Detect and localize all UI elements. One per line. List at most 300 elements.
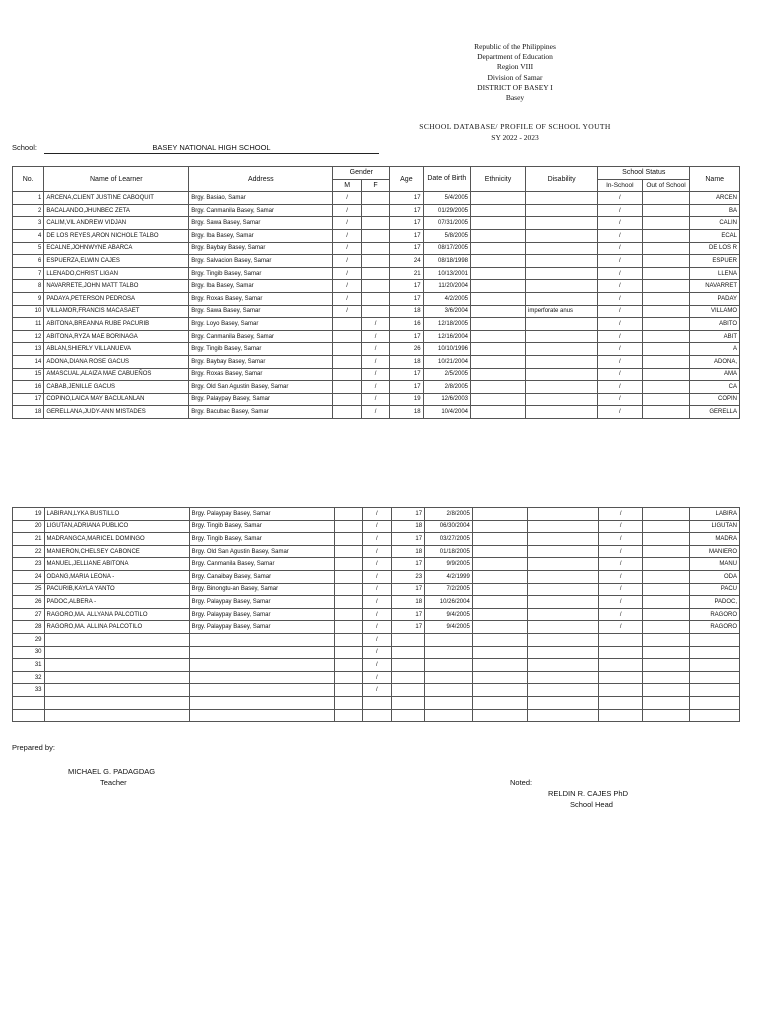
- gender-f-mark: /: [361, 368, 389, 381]
- learner-ethnicity: [471, 381, 526, 394]
- learner-name-repeat: AMA: [690, 368, 740, 381]
- school-head-name: RELDIN R. CAJES PhD: [548, 789, 629, 798]
- in-school-mark: /: [598, 255, 642, 268]
- learner-name-repeat: ARCEN: [690, 192, 740, 205]
- gender-f-mark: [361, 229, 389, 242]
- table-row: [13, 646, 740, 659]
- in-school-mark: [599, 696, 643, 709]
- learner-ethnicity: [472, 671, 527, 684]
- learner-name-repeat: ABIT: [690, 330, 740, 343]
- learner-disability: [526, 255, 598, 268]
- learner-address: Brgy. Old San Agustin Basey, Samar: [189, 381, 333, 394]
- learner-name: ODANG,MARIA LEONA -: [44, 570, 189, 583]
- learner-ethnicity: [471, 355, 526, 368]
- learner-age: 18: [390, 406, 423, 419]
- learner-ethnicity: [471, 242, 526, 255]
- learner-name: COPINO,LAICA MAY BACULANLAN: [44, 393, 189, 406]
- learner-ethnicity: [472, 696, 527, 709]
- gender-m-mark: [333, 318, 361, 331]
- out-school-mark: [642, 318, 690, 331]
- learner-age: 17: [391, 608, 425, 621]
- in-school-mark: [599, 684, 643, 697]
- in-school-mark: [599, 633, 643, 646]
- table-row: [13, 508, 740, 521]
- table-row: [13, 709, 740, 722]
- in-school-mark: /: [599, 545, 643, 558]
- learner-age: [391, 659, 425, 672]
- row-number: 4: [13, 229, 44, 242]
- gender-f-mark: [361, 204, 389, 217]
- gender-f-mark: /: [363, 558, 392, 571]
- gender-m-mark: /: [333, 242, 361, 255]
- row-number: 5: [13, 242, 44, 255]
- in-school-mark: /: [599, 558, 643, 571]
- learner-age: 17: [390, 242, 423, 255]
- learner-name: [44, 684, 189, 697]
- learner-name-repeat: [690, 659, 740, 672]
- out-school-mark: [642, 330, 690, 343]
- in-school-mark: /: [598, 280, 642, 293]
- learner-ethnicity: [472, 659, 527, 672]
- learner-address: [189, 709, 334, 722]
- learner-age: 18: [390, 355, 423, 368]
- learner-name: RAGORO,MA. ALLINA PALCOTILO: [44, 621, 189, 634]
- row-number: 32: [13, 671, 45, 684]
- learner-dob: 01/29/2005: [423, 204, 470, 217]
- in-school-mark: /: [599, 508, 643, 521]
- learner-age: 26: [390, 343, 423, 356]
- gender-m-mark: [334, 545, 362, 558]
- learner-name: LABIRAN,LYKA BUSTILLO: [44, 508, 189, 521]
- learner-ethnicity: [471, 255, 526, 268]
- learner-dob: [425, 671, 473, 684]
- learner-name-repeat: ESPUER: [690, 255, 740, 268]
- in-school-mark: /: [598, 355, 642, 368]
- learner-name: [44, 696, 189, 709]
- learner-disability: [527, 671, 598, 684]
- gender-m-mark: /: [333, 255, 361, 268]
- learner-name: AMASCUAL,ALAIZA MAE CABUEÑOS: [44, 368, 189, 381]
- learner-address: Brgy. Baybay Basey, Samar: [189, 242, 333, 255]
- in-school-mark: [599, 659, 643, 672]
- learner-ethnicity: [471, 318, 526, 331]
- learner-dob: 11/20/2004: [423, 280, 470, 293]
- learner-name: LIGUTAN,ADRIANA PUBLICO: [44, 520, 189, 533]
- gender-m-mark: [334, 659, 362, 672]
- learner-name-repeat: CA: [690, 381, 740, 394]
- in-school-mark: /: [599, 583, 643, 596]
- learner-name-repeat: [690, 646, 740, 659]
- learner-dob: 5/8/2005: [423, 229, 470, 242]
- learner-address: Brgy. Old San Agustin Basey, Samar: [189, 545, 334, 558]
- row-number: 15: [13, 368, 44, 381]
- learner-age: [391, 633, 425, 646]
- learner-name-repeat: RAGORO: [690, 608, 740, 621]
- table-row: [13, 330, 740, 343]
- learner-dob: 06/30/2004: [425, 520, 473, 533]
- learner-name-repeat: ECAL: [690, 229, 740, 242]
- learner-address: Brgy. Roxas Basey, Samar: [189, 368, 333, 381]
- gender-f-mark: [363, 709, 392, 722]
- learner-disability: [527, 633, 598, 646]
- learner-age: [391, 684, 425, 697]
- learner-name: ABITONA,BREANNA RUBE PACURIB: [44, 318, 189, 331]
- row-number: 22: [13, 545, 45, 558]
- learner-dob: 12/6/2003: [423, 393, 470, 406]
- learner-dob: 9/4/2005: [425, 621, 473, 634]
- table-row: [13, 267, 740, 280]
- table-row: [13, 192, 740, 205]
- row-number: 23: [13, 558, 45, 571]
- learner-dob: 03/27/2005: [425, 533, 473, 546]
- table-row: [13, 343, 740, 356]
- learner-name: PACURIB,KAYLA YANTO: [44, 583, 189, 596]
- gender-m-mark: [334, 520, 362, 533]
- document-title: SCHOOL DATABASE/ PROFILE OF SCHOOL YOUTH: [419, 122, 611, 131]
- gender-f-mark: /: [361, 330, 389, 343]
- header-line: Basey: [505, 93, 525, 103]
- col-no: No.: [13, 167, 44, 192]
- learner-address: Brgy. Palaypay Basey, Samar: [189, 608, 334, 621]
- gender-f-mark: /: [363, 659, 392, 672]
- learner-address: [189, 684, 334, 697]
- table-row: [13, 608, 740, 621]
- learner-disability: [527, 583, 598, 596]
- learner-address: Brgy. Palaypay Basey, Samar: [189, 596, 334, 609]
- learner-name-repeat: ADONA,: [690, 355, 740, 368]
- in-school-mark: /: [599, 596, 643, 609]
- learner-name: [44, 646, 189, 659]
- gender-m-mark: [334, 570, 362, 583]
- row-number: [13, 696, 45, 709]
- gender-m-mark: [334, 633, 362, 646]
- out-school-mark: [643, 646, 690, 659]
- out-school-mark: [642, 204, 690, 217]
- learner-ethnicity: [471, 292, 526, 305]
- gender-f-mark: [361, 292, 389, 305]
- gender-m-mark: [334, 596, 362, 609]
- gender-m-mark: /: [333, 217, 361, 230]
- learner-disability: [527, 508, 598, 521]
- learner-address: [189, 646, 334, 659]
- in-school-mark: /: [598, 204, 642, 217]
- out-school-mark: [643, 596, 690, 609]
- learner-address: Brgy. Tingib Basey, Samar: [189, 533, 334, 546]
- out-school-mark: [642, 305, 690, 318]
- in-school-mark: [599, 646, 643, 659]
- learner-age: 17: [390, 330, 423, 343]
- learner-dob: 10/26/2004: [425, 596, 473, 609]
- learner-disability: [526, 330, 598, 343]
- gender-f-mark: /: [361, 343, 389, 356]
- learner-ethnicity: [471, 305, 526, 318]
- learner-dob: 12/16/2004: [423, 330, 470, 343]
- learner-address: Brgy. Sawa Basey, Samar: [189, 305, 333, 318]
- table-row: [13, 204, 740, 217]
- col-school-status: School Status: [598, 167, 690, 180]
- learner-address: Brgy. Canaibay Basey, Samar: [189, 570, 334, 583]
- out-school-mark: [643, 659, 690, 672]
- learner-ethnicity: [471, 229, 526, 242]
- in-school-mark: [599, 709, 643, 722]
- gender-m-mark: [333, 368, 361, 381]
- learner-name-repeat: RAGORO: [690, 621, 740, 634]
- col-f: F: [361, 179, 389, 192]
- header-line: Department of Education: [477, 52, 553, 62]
- learner-name: MADRANGCA,MARICEL DOMINGO: [44, 533, 189, 546]
- table-row: [13, 305, 740, 318]
- learner-age: 17: [390, 368, 423, 381]
- learner-name-repeat: DE LOS R: [690, 242, 740, 255]
- out-school-mark: [642, 255, 690, 268]
- row-number: 33: [13, 684, 45, 697]
- learner-name: PADOC,ALBERA -: [44, 596, 189, 609]
- row-number: 7: [13, 267, 44, 280]
- learner-age: 17: [390, 204, 423, 217]
- in-school-mark: [599, 671, 643, 684]
- row-number: 27: [13, 608, 45, 621]
- learner-age: 17: [391, 583, 425, 596]
- learner-dob: [425, 684, 473, 697]
- learner-address: Brgy. Canmanila Basey, Samar: [189, 558, 334, 571]
- learner-age: [391, 696, 425, 709]
- out-school-mark: [642, 242, 690, 255]
- learner-age: 23: [391, 570, 425, 583]
- header-line: Region VIII: [496, 62, 534, 72]
- gender-f-mark: /: [363, 621, 392, 634]
- out-school-mark: [643, 608, 690, 621]
- row-number: 29: [13, 633, 45, 646]
- out-school-mark: [643, 570, 690, 583]
- table-row: [13, 621, 740, 634]
- learner-name-repeat: NAVARRET: [690, 280, 740, 293]
- learner-age: 18: [390, 305, 423, 318]
- gender-f-mark: /: [363, 545, 392, 558]
- gender-f-mark: /: [363, 508, 392, 521]
- row-number: 6: [13, 255, 44, 268]
- in-school-mark: /: [598, 368, 642, 381]
- learner-age: 17: [390, 229, 423, 242]
- row-number: 19: [13, 508, 45, 521]
- gender-f-mark: /: [361, 393, 389, 406]
- row-number: 11: [13, 318, 44, 331]
- learner-name: GERELLANA,JUDY-ANN MISTADES: [44, 406, 189, 419]
- learner-disability: [527, 520, 598, 533]
- row-number: 9: [13, 292, 44, 305]
- in-school-mark: /: [598, 330, 642, 343]
- learner-name-repeat: [690, 696, 740, 709]
- learner-disability: [527, 659, 598, 672]
- row-number: 21: [13, 533, 45, 546]
- table-row: [13, 545, 740, 558]
- learner-name: NAVARRETE,JOHN MATT TALBO: [44, 280, 189, 293]
- gender-m-mark: /: [333, 305, 361, 318]
- gender-m-mark: /: [333, 292, 361, 305]
- learner-ethnicity: [472, 621, 527, 634]
- table-row: [13, 229, 740, 242]
- learner-name-repeat: ODA: [690, 570, 740, 583]
- learner-dob: 01/18/2005: [425, 545, 473, 558]
- out-school-mark: [643, 545, 690, 558]
- learner-age: [391, 709, 425, 722]
- school-year: SY 2022 - 2023: [491, 133, 539, 142]
- learner-disability: [527, 709, 598, 722]
- out-school-mark: [642, 381, 690, 394]
- learner-ethnicity: [472, 533, 527, 546]
- gender-f-mark: /: [361, 406, 389, 419]
- learner-age: 17: [390, 280, 423, 293]
- learner-dob: [425, 646, 473, 659]
- learner-disability: [526, 192, 598, 205]
- learner-disability: [526, 393, 598, 406]
- out-school-mark: [642, 292, 690, 305]
- learner-age: 17: [390, 292, 423, 305]
- learner-name-repeat: LIGUTAN: [690, 520, 740, 533]
- out-school-mark: [642, 280, 690, 293]
- learner-dob: 2/8/2005: [425, 508, 473, 521]
- learner-dob: 10/21/2004: [423, 355, 470, 368]
- learner-name: [44, 709, 189, 722]
- learner-disability: [527, 684, 598, 697]
- gender-f-mark: /: [361, 318, 389, 331]
- in-school-mark: /: [599, 621, 643, 634]
- gender-m-mark: /: [333, 204, 361, 217]
- noted-label: Noted:: [510, 778, 533, 787]
- learner-address: Brgy. Basiao, Samar: [189, 192, 333, 205]
- table-row: [13, 659, 740, 672]
- table-row: [13, 393, 740, 406]
- gender-m-mark: /: [333, 192, 361, 205]
- learner-dob: 12/18/2005: [423, 318, 470, 331]
- learner-disability: [526, 242, 598, 255]
- learner-name-repeat: BA: [690, 204, 740, 217]
- learner-name-repeat: PADAY: [690, 292, 740, 305]
- gender-m-mark: [334, 533, 362, 546]
- row-number: 8: [13, 280, 44, 293]
- in-school-mark: /: [598, 267, 642, 280]
- in-school-mark: /: [598, 242, 642, 255]
- gender-m-mark: [333, 381, 361, 394]
- learner-name-repeat: [690, 709, 740, 722]
- out-school-mark: [642, 406, 690, 419]
- gender-f-mark: [361, 242, 389, 255]
- row-number: 20: [13, 520, 45, 533]
- out-school-mark: [643, 583, 690, 596]
- row-number: 16: [13, 381, 44, 394]
- learner-dob: 4/2/1999: [425, 570, 473, 583]
- learner-address: Brgy. Bacubac Basey, Samar: [189, 406, 333, 419]
- out-school-mark: [642, 192, 690, 205]
- gender-f-mark: /: [361, 381, 389, 394]
- table-row: [13, 558, 740, 571]
- out-school-mark: [642, 229, 690, 242]
- learner-ethnicity: [471, 217, 526, 230]
- gender-m-mark: [334, 671, 362, 684]
- school-head-title: School Head: [570, 800, 613, 809]
- gender-m-mark: [333, 343, 361, 356]
- learner-dob: 3/6/2004: [423, 305, 470, 318]
- learner-name-repeat: ABITO: [690, 318, 740, 331]
- learner-address: Brgy. Iba Basey, Samar: [189, 229, 333, 242]
- learner-ethnicity: [471, 368, 526, 381]
- learner-age: 21: [390, 267, 423, 280]
- learner-age: 17: [390, 381, 423, 394]
- gender-m-mark: [334, 621, 362, 634]
- gender-f-mark: [361, 192, 389, 205]
- row-number: 13: [13, 343, 44, 356]
- gender-f-mark: /: [363, 533, 392, 546]
- gender-f-mark: [361, 255, 389, 268]
- row-number: 30: [13, 646, 45, 659]
- col-ethnicity: Ethnicity: [471, 167, 526, 192]
- row-number: 24: [13, 570, 45, 583]
- gender-f-mark: [363, 696, 392, 709]
- learner-age: 17: [390, 192, 423, 205]
- learner-address: Brgy. Palaypay Basey, Samar: [189, 393, 333, 406]
- learner-disability: [526, 229, 598, 242]
- learner-address: Brgy. Tingib Basey, Samar: [189, 267, 333, 280]
- col-name-repeat: Name: [690, 167, 740, 192]
- learner-name: CABAB,JENILLE GACUS: [44, 381, 189, 394]
- gender-m-mark: [333, 355, 361, 368]
- learner-address: [189, 633, 334, 646]
- col-age: Age: [390, 167, 423, 192]
- learner-disability: [526, 217, 598, 230]
- row-number: [13, 709, 45, 722]
- gender-m-mark: [334, 508, 362, 521]
- header-line: Division of Samar: [487, 72, 543, 82]
- learner-address: Brgy. Roxas Basey, Samar: [189, 292, 333, 305]
- learner-address: Brgy. Canmanila Basey, Samar: [189, 204, 333, 217]
- prepared-by-label: Prepared by:: [12, 743, 55, 752]
- gender-m-mark: [334, 709, 362, 722]
- school-label: School:: [12, 143, 38, 152]
- gender-f-mark: /: [363, 608, 392, 621]
- learner-name: LLENADO,CHRIST LIGAN: [44, 267, 189, 280]
- out-school-mark: [642, 393, 690, 406]
- gender-f-mark: /: [363, 596, 392, 609]
- learner-disability: [527, 696, 598, 709]
- in-school-mark: /: [598, 318, 642, 331]
- gender-m-mark: [333, 406, 361, 419]
- learner-ethnicity: [472, 508, 527, 521]
- out-school-mark: [642, 355, 690, 368]
- learner-age: 17: [391, 621, 425, 634]
- in-school-mark: /: [598, 192, 642, 205]
- col-out-school: Out of School: [642, 179, 690, 192]
- learner-age: 17: [391, 533, 425, 546]
- learner-age: 18: [391, 545, 425, 558]
- learner-name-repeat: MANIERO: [690, 545, 740, 558]
- school-name: BASEY NATIONAL HIGH SCHOOL: [44, 143, 379, 154]
- learner-name-repeat: [690, 671, 740, 684]
- table-row: [13, 596, 740, 609]
- learner-disability: [527, 608, 598, 621]
- header-line: DISTRICT OF BASEY I: [477, 82, 553, 92]
- out-school-mark: [642, 368, 690, 381]
- learner-name: MANIERON,CHELSEY CABONCE: [44, 545, 189, 558]
- table-row: [13, 280, 740, 293]
- gender-m-mark: [334, 583, 362, 596]
- in-school-mark: /: [598, 229, 642, 242]
- out-school-mark: [643, 558, 690, 571]
- learner-address: Brgy. Iba Basey, Samar: [189, 280, 333, 293]
- row-number: 18: [13, 406, 44, 419]
- gender-m-mark: [334, 646, 362, 659]
- learner-name-repeat: VILLAMO: [690, 305, 740, 318]
- learner-name: VILLAMOR,FRANCIS MACASAET: [44, 305, 189, 318]
- in-school-mark: /: [598, 343, 642, 356]
